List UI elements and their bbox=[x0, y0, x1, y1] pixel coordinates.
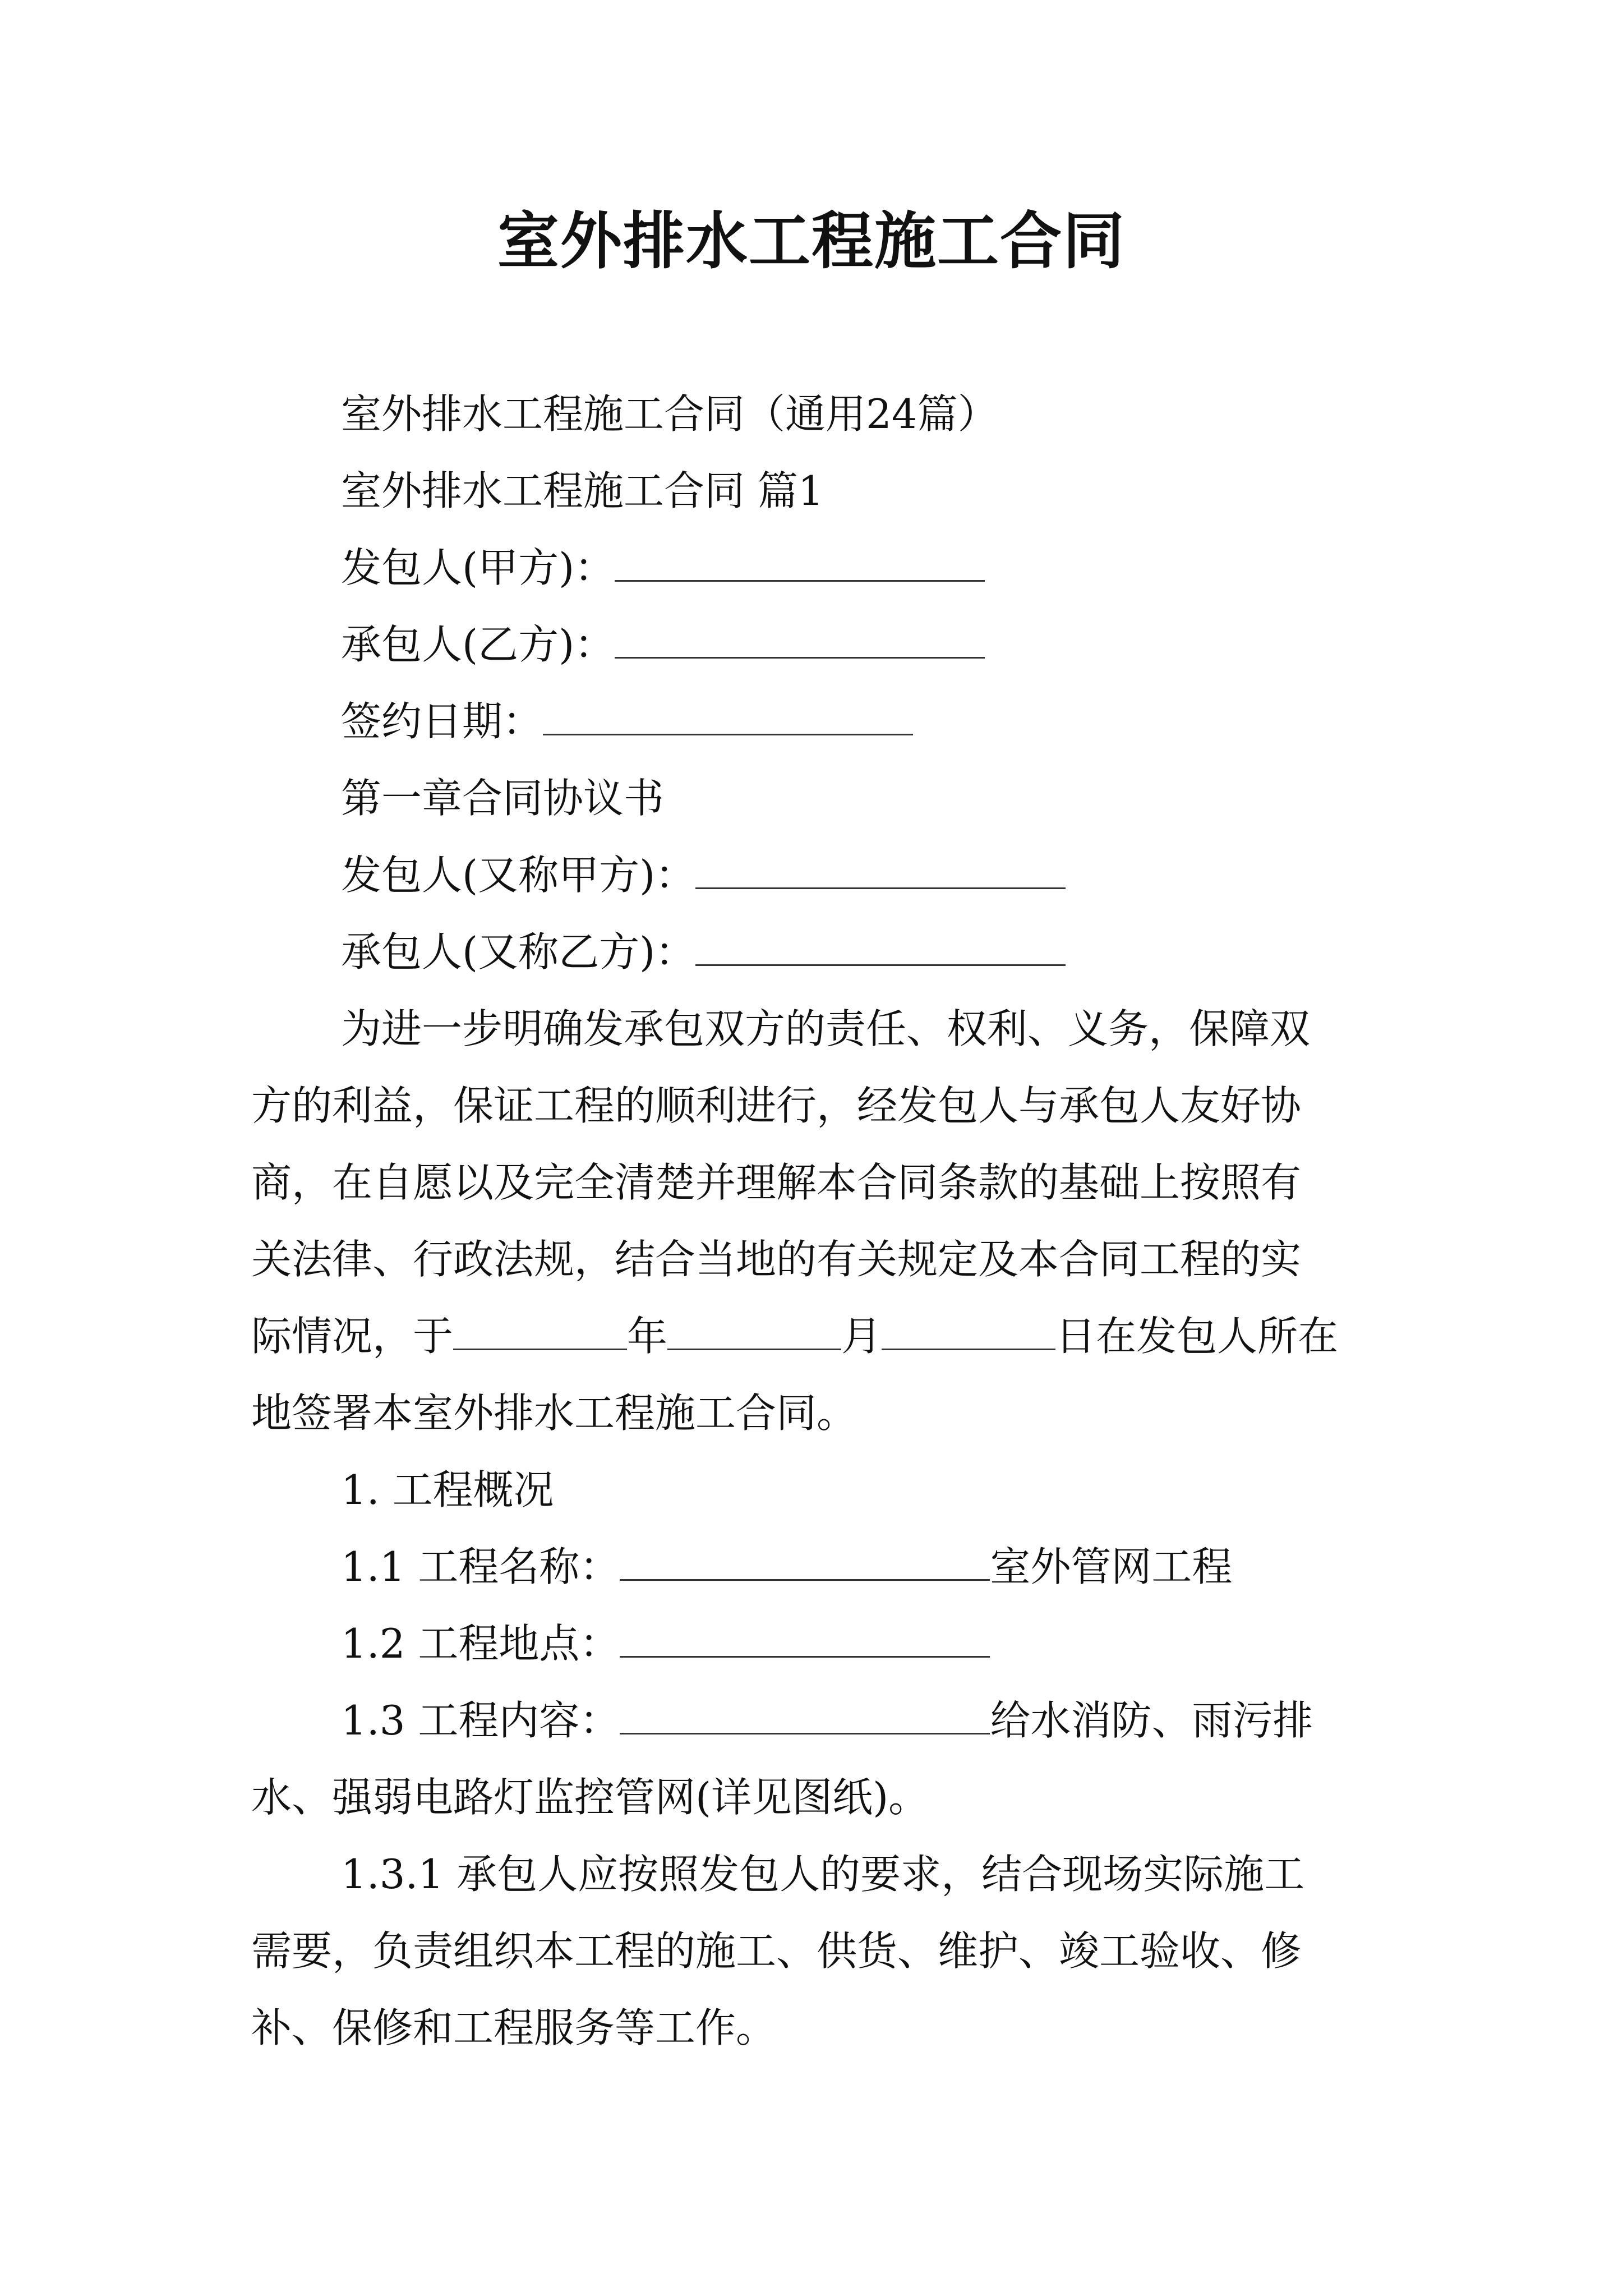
employer-label: 发包人(又称甲方)： bbox=[341, 852, 696, 899]
agreement-heading-line bbox=[251, 760, 1378, 837]
preamble-line-5 bbox=[251, 1298, 1378, 1375]
project-content-label: 1.3 工程内容： bbox=[341, 1697, 620, 1744]
year-label: 年 bbox=[627, 1313, 668, 1360]
preamble-text-5d: 日在发包人所在 bbox=[1055, 1313, 1339, 1360]
party-b-line bbox=[251, 606, 1378, 683]
day-blank bbox=[882, 1301, 1055, 1350]
project-location-label: 1.2 工程地点： bbox=[341, 1620, 620, 1667]
preamble-line-2 bbox=[251, 1068, 1378, 1144]
preamble-text-4: 关法律、行政法规，结合当地的有关规定及本合同工程的实 bbox=[251, 1236, 1302, 1283]
month-blank bbox=[667, 1301, 841, 1350]
project-content-line bbox=[251, 1682, 1378, 1759]
preamble-text-3: 商，在自愿以及完全清楚并理解本合同条款的基础上按照有 bbox=[251, 1159, 1302, 1206]
agreement-heading-text: 第一章合同协议书 bbox=[341, 775, 665, 822]
project-content-cont: 水、强弱电路灯监控管网(详见图纸)。 bbox=[251, 1774, 929, 1821]
preamble-text-1: 为进一步明确发承包双方的责任、权利、义务，保障双 bbox=[341, 1005, 1311, 1052]
preamble-line-3 bbox=[251, 1144, 1378, 1221]
party-a-line bbox=[251, 530, 1378, 606]
contractor-line bbox=[251, 914, 1378, 991]
sign-date-line bbox=[251, 683, 1378, 760]
party-b-label: 承包人(乙方)： bbox=[341, 621, 615, 668]
employer-line bbox=[251, 837, 1378, 914]
contractor-blank bbox=[695, 917, 1066, 966]
clause-131-line-3 bbox=[251, 1990, 1378, 2067]
clause-131-text-1: 1.3.1 承包人应按照发包人的要求，结合现场实际施工 bbox=[341, 1851, 1305, 1898]
clause-131-line-2 bbox=[251, 1913, 1378, 1990]
section-1-heading bbox=[251, 1452, 1378, 1529]
chapter-heading-text: 室外排水工程施工合同 篇1 bbox=[341, 467, 824, 514]
preamble-line-6 bbox=[251, 1375, 1378, 1452]
contractor-label: 承包人(又称乙方)： bbox=[341, 928, 696, 976]
preamble-line-1 bbox=[251, 991, 1378, 1068]
project-name-blank bbox=[620, 1532, 990, 1581]
project-content-blank bbox=[620, 1686, 990, 1734]
subtitle-line bbox=[251, 376, 1378, 453]
preamble-text-6: 地签署本室外排水工程施工合同。 bbox=[251, 1389, 857, 1437]
project-content-cont-line bbox=[251, 1759, 1378, 1836]
party-b-blank bbox=[615, 610, 985, 659]
project-name-suffix: 室外管网工程 bbox=[990, 1543, 1233, 1590]
document-title: 室外排水工程施工合同 bbox=[497, 205, 1126, 277]
project-name-label: 1.1 工程名称： bbox=[341, 1543, 620, 1590]
preamble-line-4 bbox=[251, 1221, 1378, 1298]
preamble-text-5a: 际情况，于 bbox=[251, 1313, 454, 1360]
party-a-label: 发包人(甲方)： bbox=[341, 544, 615, 591]
sign-date-label: 签约日期： bbox=[341, 698, 543, 745]
year-blank bbox=[453, 1301, 627, 1350]
clause-131-text-2: 需要，负责组织本工程的施工、供货、维护、竣工验收、修 bbox=[251, 1927, 1302, 1975]
preamble-text-2: 方的利益，保证工程的顺利进行，经发包人与承包人友好协 bbox=[251, 1082, 1302, 1129]
clause-131-text-3: 补、保修和工程服务等工作。 bbox=[251, 2004, 777, 2051]
employer-blank bbox=[695, 840, 1066, 889]
month-label: 月 bbox=[841, 1313, 882, 1360]
subtitle-text: 室外排水工程施工合同（通用24篇） bbox=[341, 390, 998, 438]
document-body bbox=[251, 376, 1378, 2067]
project-location-line bbox=[251, 1605, 1378, 1682]
section-1-heading-text: 1. 工程概况 bbox=[341, 1466, 554, 1513]
project-location-blank bbox=[620, 1609, 990, 1658]
project-name-line bbox=[251, 1529, 1378, 1605]
chapter-heading-line bbox=[251, 453, 1378, 530]
project-content-suffix: 给水消防、雨污排 bbox=[990, 1697, 1313, 1744]
party-a-blank bbox=[615, 533, 985, 582]
clause-131-line-1 bbox=[251, 1836, 1378, 1913]
sign-date-blank bbox=[543, 687, 913, 735]
